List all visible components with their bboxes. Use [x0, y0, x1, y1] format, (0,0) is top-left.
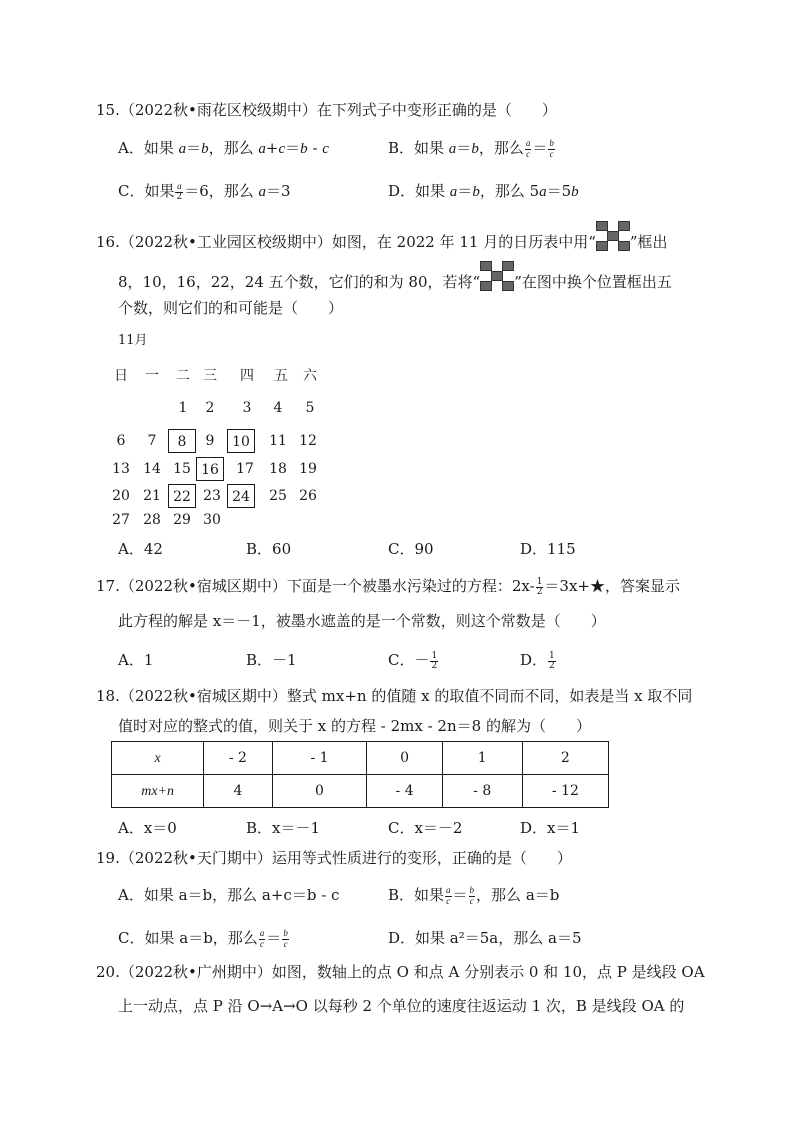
q16-option-b[interactable]: B．60 [246, 540, 292, 558]
cross-pattern-icon [480, 261, 514, 291]
table-cell: x [112, 742, 204, 775]
calendar-day-boxed: 8 [168, 429, 196, 453]
table-cell: 2 [522, 742, 608, 775]
calendar-day: 23 [203, 488, 221, 504]
calendar-day: 1 [178, 400, 188, 416]
q19-option-c[interactable]: C．如果 a＝b，那么 $\frac{a}{c}$ ＝ $\frac{b}{c}$ [118, 927, 288, 949]
calendar-day: 28 [143, 512, 161, 528]
q15-option-b[interactable]: B．如果 a＝b，那么 $\frac{a}{c}$ ＝ $\frac{b}{c}$ [388, 137, 554, 159]
calendar-day-boxed: 10 [227, 429, 255, 453]
calendar-month: 11月 [118, 333, 148, 348]
q18-option-b[interactable]: B．x＝－1 [246, 819, 321, 837]
q17-option-c[interactable]: C．－ $\frac{1}{2}$ [388, 650, 438, 671]
table-row [112, 775, 609, 808]
q20-stem-line1: 20.（2022秋•广州期中）如图，数轴上的点 O 和点 A 分别表示 0 和 10，点 P 是线段 OA [96, 963, 705, 981]
q18-stem-line1: 18.（2022秋•宿城区期中）整式 mx+n 的值随 x 的取值不同而不同，如表是当 x 取不同 [96, 687, 693, 705]
fraction-one-half: $\frac{1}{2}$ [536, 576, 543, 597]
q17-option-b[interactable]: B．－1 [246, 651, 297, 669]
q15-stem: 15.（2022秋•雨花区校级期中）在下列式子中变形正确的是（ ） [96, 101, 557, 119]
table-cell: - 1 [272, 742, 367, 775]
q17-stem-line1: 17.（2022秋•宿城区期中）下面是一个被墨水污染过的方程：2x- $\frac{1}{2}$ ＝3x+★，答案显示 [96, 576, 680, 597]
table-cell: - 8 [442, 775, 522, 808]
q15-option-a[interactable]: A．如果 a＝b，那么 a+c＝b - c [118, 139, 329, 157]
q16-stem-line2: 8，10，16，22，24 五个数，它们的和为 80，若将“ ”在图中换个位置框出五 [118, 272, 672, 292]
weekday-label: 日 [114, 368, 128, 384]
q19-stem: 19.（2022秋•天门期中）运用等式性质进行的变形，正确的是（ ） [96, 849, 572, 867]
value-table [111, 741, 609, 808]
q18-option-a[interactable]: A．x＝0 [118, 819, 177, 837]
q16-stem-line1: 16.（2022秋•工业园区校级期中）如图，在 2022 年 11 月的日历表中用“ ”框出 [96, 232, 668, 252]
cross-pattern-icon [596, 221, 630, 251]
table-row [112, 742, 609, 775]
q18-stem-line2: 值时对应的整式的值，则关于 x 的方程 - 2mx - 2n＝8 的解为（ ） [118, 717, 591, 735]
calendar-day: 19 [299, 461, 317, 477]
table-cell: 4 [204, 775, 272, 808]
calendar-day: 12 [299, 433, 317, 449]
calendar-day: 17 [236, 461, 254, 477]
weekday-label: 三 [203, 368, 217, 384]
q19-option-d[interactable]: D．如果 a²＝5a，那么 a＝5 [388, 929, 582, 947]
calendar-day: 30 [203, 512, 221, 528]
q20-stem-line2: 上一动点，点 P 沿 O→A→O 以每秒 2 个单位的速度往返运动 1 次，B 是线段 OA 的 [118, 997, 685, 1015]
q16-stem-line3: 个数，则它们的和可能是（ ） [118, 299, 344, 317]
q15-option-c[interactable]: C．如果 $\frac{a}{2}$ ＝6，那么 a＝3 [118, 181, 291, 202]
q17-option-d[interactable]: D． $\frac{1}{2}$ [520, 650, 555, 671]
table-cell: - 4 [367, 775, 442, 808]
weekday-label: 一 [145, 368, 159, 384]
table-cell: mx+n [112, 775, 204, 808]
table-cell: 1 [442, 742, 522, 775]
q19-option-b[interactable]: B．如果 $\frac{a}{c}$ ＝ $\frac{b}{c}$ ，那么 a＝b [388, 884, 560, 906]
calendar-day-boxed: 16 [196, 457, 224, 481]
calendar-day: 18 [269, 461, 287, 477]
table-cell: - 12 [522, 775, 608, 808]
calendar-day: 15 [173, 461, 191, 477]
q16-option-c[interactable]: C．90 [388, 540, 434, 558]
calendar-day: 25 [269, 488, 287, 504]
table-cell: 0 [367, 742, 442, 775]
weekday-label: 四 [240, 368, 254, 384]
calendar-day: 14 [143, 461, 161, 477]
calendar-day: 5 [305, 400, 315, 416]
q18-option-c[interactable]: C．x＝－2 [388, 819, 463, 837]
q18-option-d[interactable]: D．x＝1 [520, 819, 581, 837]
table-cell: 0 [272, 775, 367, 808]
calendar-day: 4 [273, 400, 283, 416]
weekday-label: 六 [303, 368, 317, 384]
q15-option-d[interactable]: D．如果 a＝b，那么 5a＝5b [388, 182, 579, 200]
calendar-day: 27 [112, 512, 130, 528]
q17-stem-line2: 此方程的解是 x＝－1，被墨水遮盖的是一个常数，则这个常数是（ ） [118, 612, 606, 630]
q17-option-a[interactable]: A．1 [118, 651, 154, 669]
calendar-day: 29 [173, 512, 191, 528]
q16-option-a[interactable]: A．42 [118, 540, 163, 558]
calendar-day: 13 [112, 461, 130, 477]
calendar-day: 26 [299, 488, 317, 504]
calendar-day: 20 [112, 488, 130, 504]
calendar-day: 11 [269, 433, 287, 449]
weekday-label: 二 [176, 368, 190, 384]
q19-option-a[interactable]: A．如果 a＝b，那么 a+c＝b - c [118, 886, 340, 904]
calendar-day: 21 [143, 488, 161, 504]
calendar-day: 2 [205, 400, 215, 416]
calendar-day: 9 [205, 433, 215, 449]
calendar-day: 3 [242, 400, 252, 416]
table-cell: - 2 [204, 742, 272, 775]
calendar-day-boxed: 24 [227, 484, 255, 508]
calendar-day: 6 [116, 433, 126, 449]
q16-option-d[interactable]: D．115 [520, 540, 576, 558]
calendar-day: 7 [147, 433, 157, 449]
weekday-label: 五 [274, 368, 288, 384]
calendar-day-boxed: 22 [168, 484, 196, 508]
